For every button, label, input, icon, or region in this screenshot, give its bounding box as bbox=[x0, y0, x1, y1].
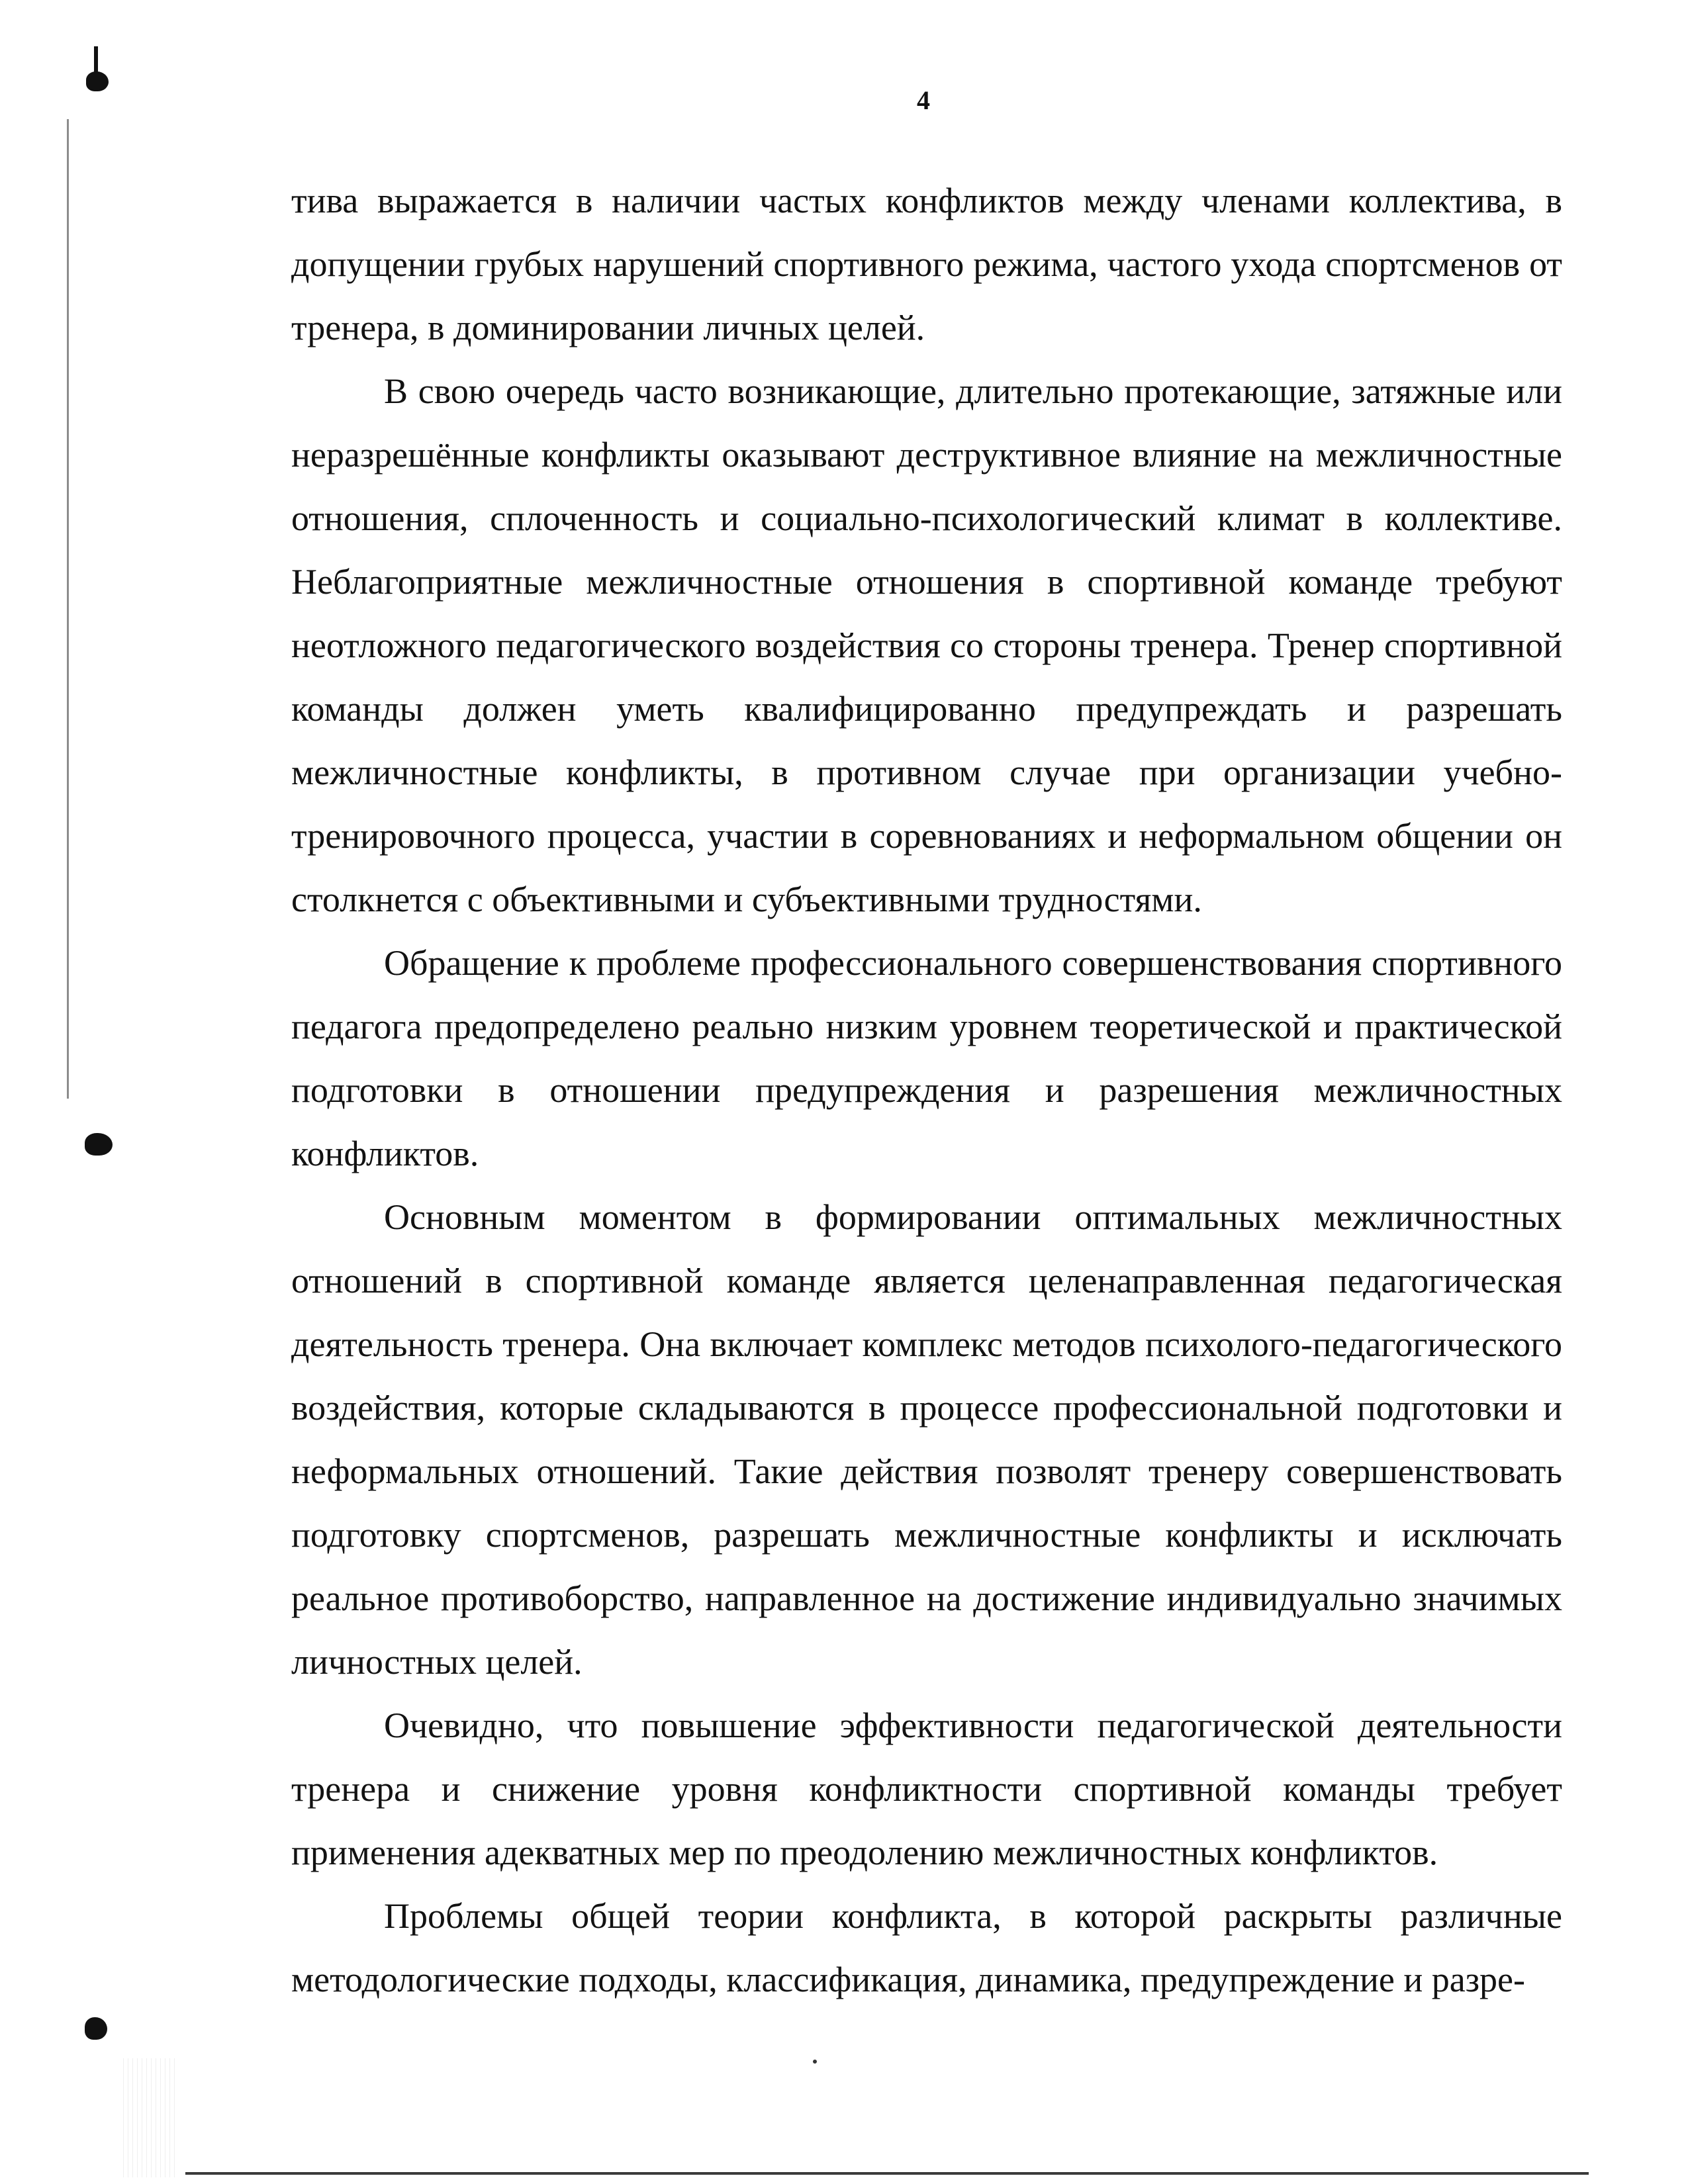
scan-margin-line bbox=[67, 119, 69, 1099]
body-text bbox=[291, 169, 1562, 2011]
binding-hole-mark-bottom bbox=[85, 2017, 107, 2040]
paragraph-continuation: тива выражается в наличии частых конфликтов между членами коллектива, в допущении грубых нарушений спортивного режима, частого ухода спортсменов от тренера, в доминировании личных целей. bbox=[291, 181, 1562, 347]
paragraph: Обращение к проблеме профессионального совершенствования спортивного педагога предопределено реально низким уровнем теоретической и практической подготовки в отношении предупреждения и разрешения межличностных конфликтов. bbox=[291, 943, 1562, 1173]
page-number: 4 bbox=[917, 85, 930, 115]
paragraph: Проблемы общей теории конфликта, в которой раскрыты различные методологические подходы, классификация, динамика, предупреждение и разре- bbox=[291, 1896, 1562, 1999]
paragraph: Очевидно, что повышение эффективности педагогической деятельности тренера и снижение уровня конфликтности спортивной команды требует применения адекватных мер по преодолению межличностных конфликтов. bbox=[291, 1706, 1562, 1872]
binding-hole-mark-middle bbox=[85, 1133, 113, 1156]
scan-bottom-edge bbox=[185, 2172, 1589, 2175]
scan-noise bbox=[123, 2058, 176, 2177]
paragraph: Основным моментом в формировании оптимальных межличностных отношений в спортивной команде является целенаправленная педагогическая деятельность тренера. Она включает комплекс методов психолого-педагогического воздействия, которые складываются в процессе профессиональной подготовки и неформальных отношений. Такие действия позволят тренеру совершенствовать подготовку спортсменов, разрешать межличностные конфликты и исключать реальное противоборство, направленное на достижение индивидуально значимых личностных целей. bbox=[291, 1197, 1562, 1682]
paragraph: В свою очередь часто возникающие, длительно протекающие, затяжные или неразрешённые конфликты оказывают деструктивное влияние на межличностные отношения, сплоченность и социально-психологический климат в коллективе. Неблагоприятные межличностные отношения в спортивной команде требуют неотложного педагогического воздействия со стороны тренера. Тренер спортивной команды должен уметь квалифицированно предупреждать и разрешать межличностные конфликты, в противном случае при организации учебно-тренировочного процесса, участии в соревнованиях и неформальном общении он столкнется с объективными и субъективными трудностями. bbox=[291, 371, 1562, 919]
scan-speck bbox=[813, 2060, 817, 2064]
